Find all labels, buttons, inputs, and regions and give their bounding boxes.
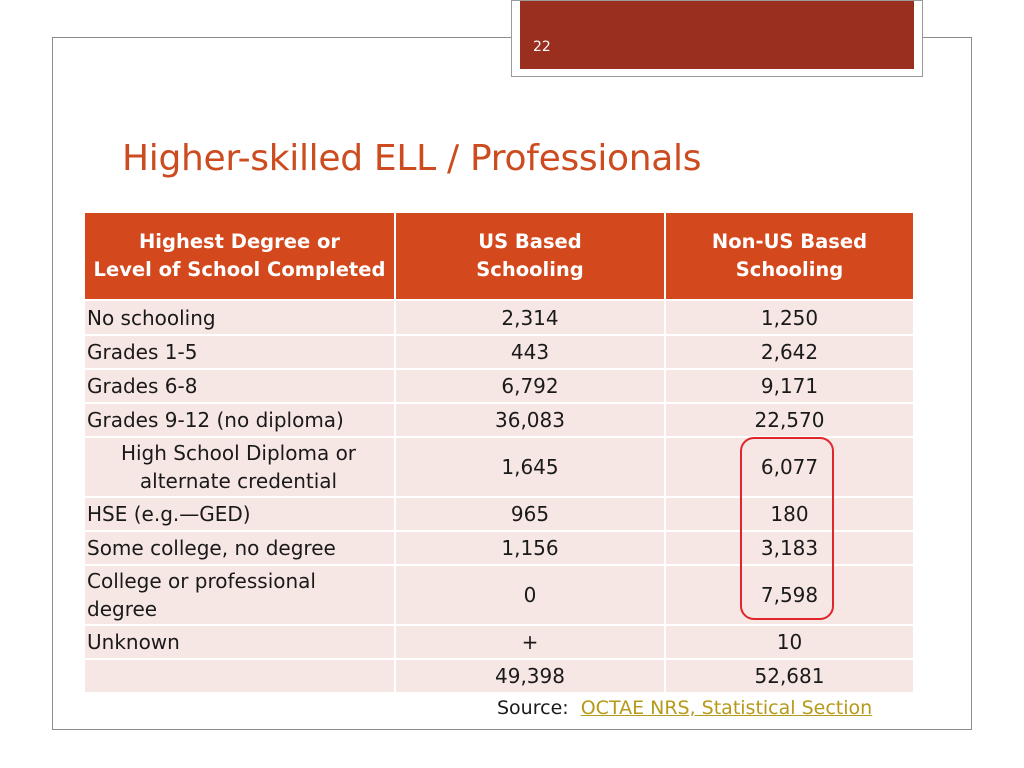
row-label: Some college, no degree: [85, 531, 395, 565]
row-non-us-value: 10: [665, 625, 913, 659]
header-non-us-line2: Schooling: [735, 258, 844, 281]
table-total-row: [85, 659, 913, 692]
header-tab: [511, 0, 923, 77]
highlight-outline: [740, 437, 834, 620]
row-us-value: 2,314: [395, 300, 665, 335]
row-non-us-value: 2,642: [665, 335, 913, 369]
row-label: HSE (e.g.—GED): [85, 497, 395, 531]
row-non-us-value: 6,077: [665, 437, 913, 497]
table-header-row: [85, 213, 913, 300]
page-number: 22: [533, 39, 551, 55]
row-non-us-value: 3,183: [665, 531, 913, 565]
source-link[interactable]: OCTAE NRS, Statistical Section: [580, 697, 873, 719]
source-label: Source:: [497, 697, 569, 719]
header-us: [395, 213, 665, 300]
row-label: Grades 9-12 (no diploma): [85, 403, 395, 437]
row-us-value: 443: [395, 335, 665, 369]
total-non-us-value: 52,681: [665, 659, 913, 692]
row-non-us-value: 1,250: [665, 300, 913, 335]
table-row: [85, 403, 913, 437]
row-us-value: 6,792: [395, 369, 665, 403]
total-label: [85, 659, 395, 692]
row-non-us-value: 180: [665, 497, 913, 531]
row-us-value: 36,083: [395, 403, 665, 437]
row-label: Grades 6-8: [85, 369, 395, 403]
header-non-us: [665, 213, 913, 300]
header-degree: [85, 213, 395, 300]
source-line: [497, 697, 872, 719]
row-us-value: 1,645: [395, 437, 665, 497]
row-label: No schooling: [85, 300, 395, 335]
header-degree-line2: Level of School Completed: [93, 258, 386, 281]
row-us-value: 1,156: [395, 531, 665, 565]
header-tab-fill: [520, 1, 914, 69]
row-us-value: 0: [395, 565, 665, 625]
row-label: Unknown: [85, 625, 395, 659]
row-non-us-value: 9,171: [665, 369, 913, 403]
row-us-value: +: [395, 625, 665, 659]
total-us-value: 49,398: [395, 659, 665, 692]
table-row: [85, 335, 913, 369]
row-label: Grades 1-5: [85, 335, 395, 369]
table-row: [85, 369, 913, 403]
slide-title: Higher-skilled ELL / Professionals: [122, 138, 702, 179]
header-us-line1: US Based: [478, 230, 582, 253]
row-label: High School Diploma or alternate credential: [85, 437, 395, 497]
row-us-value: 965: [395, 497, 665, 531]
row-non-us-value: 7,598: [665, 565, 913, 625]
row-non-us-value: 22,570: [665, 403, 913, 437]
table-row: [85, 300, 913, 335]
header-degree-line1: Highest Degree or: [138, 230, 341, 253]
header-us-line2: Schooling: [476, 258, 584, 281]
header-non-us-line1: Non-US Based: [711, 230, 868, 253]
row-label: College or professional degree: [85, 565, 395, 625]
table-row: [85, 625, 913, 659]
